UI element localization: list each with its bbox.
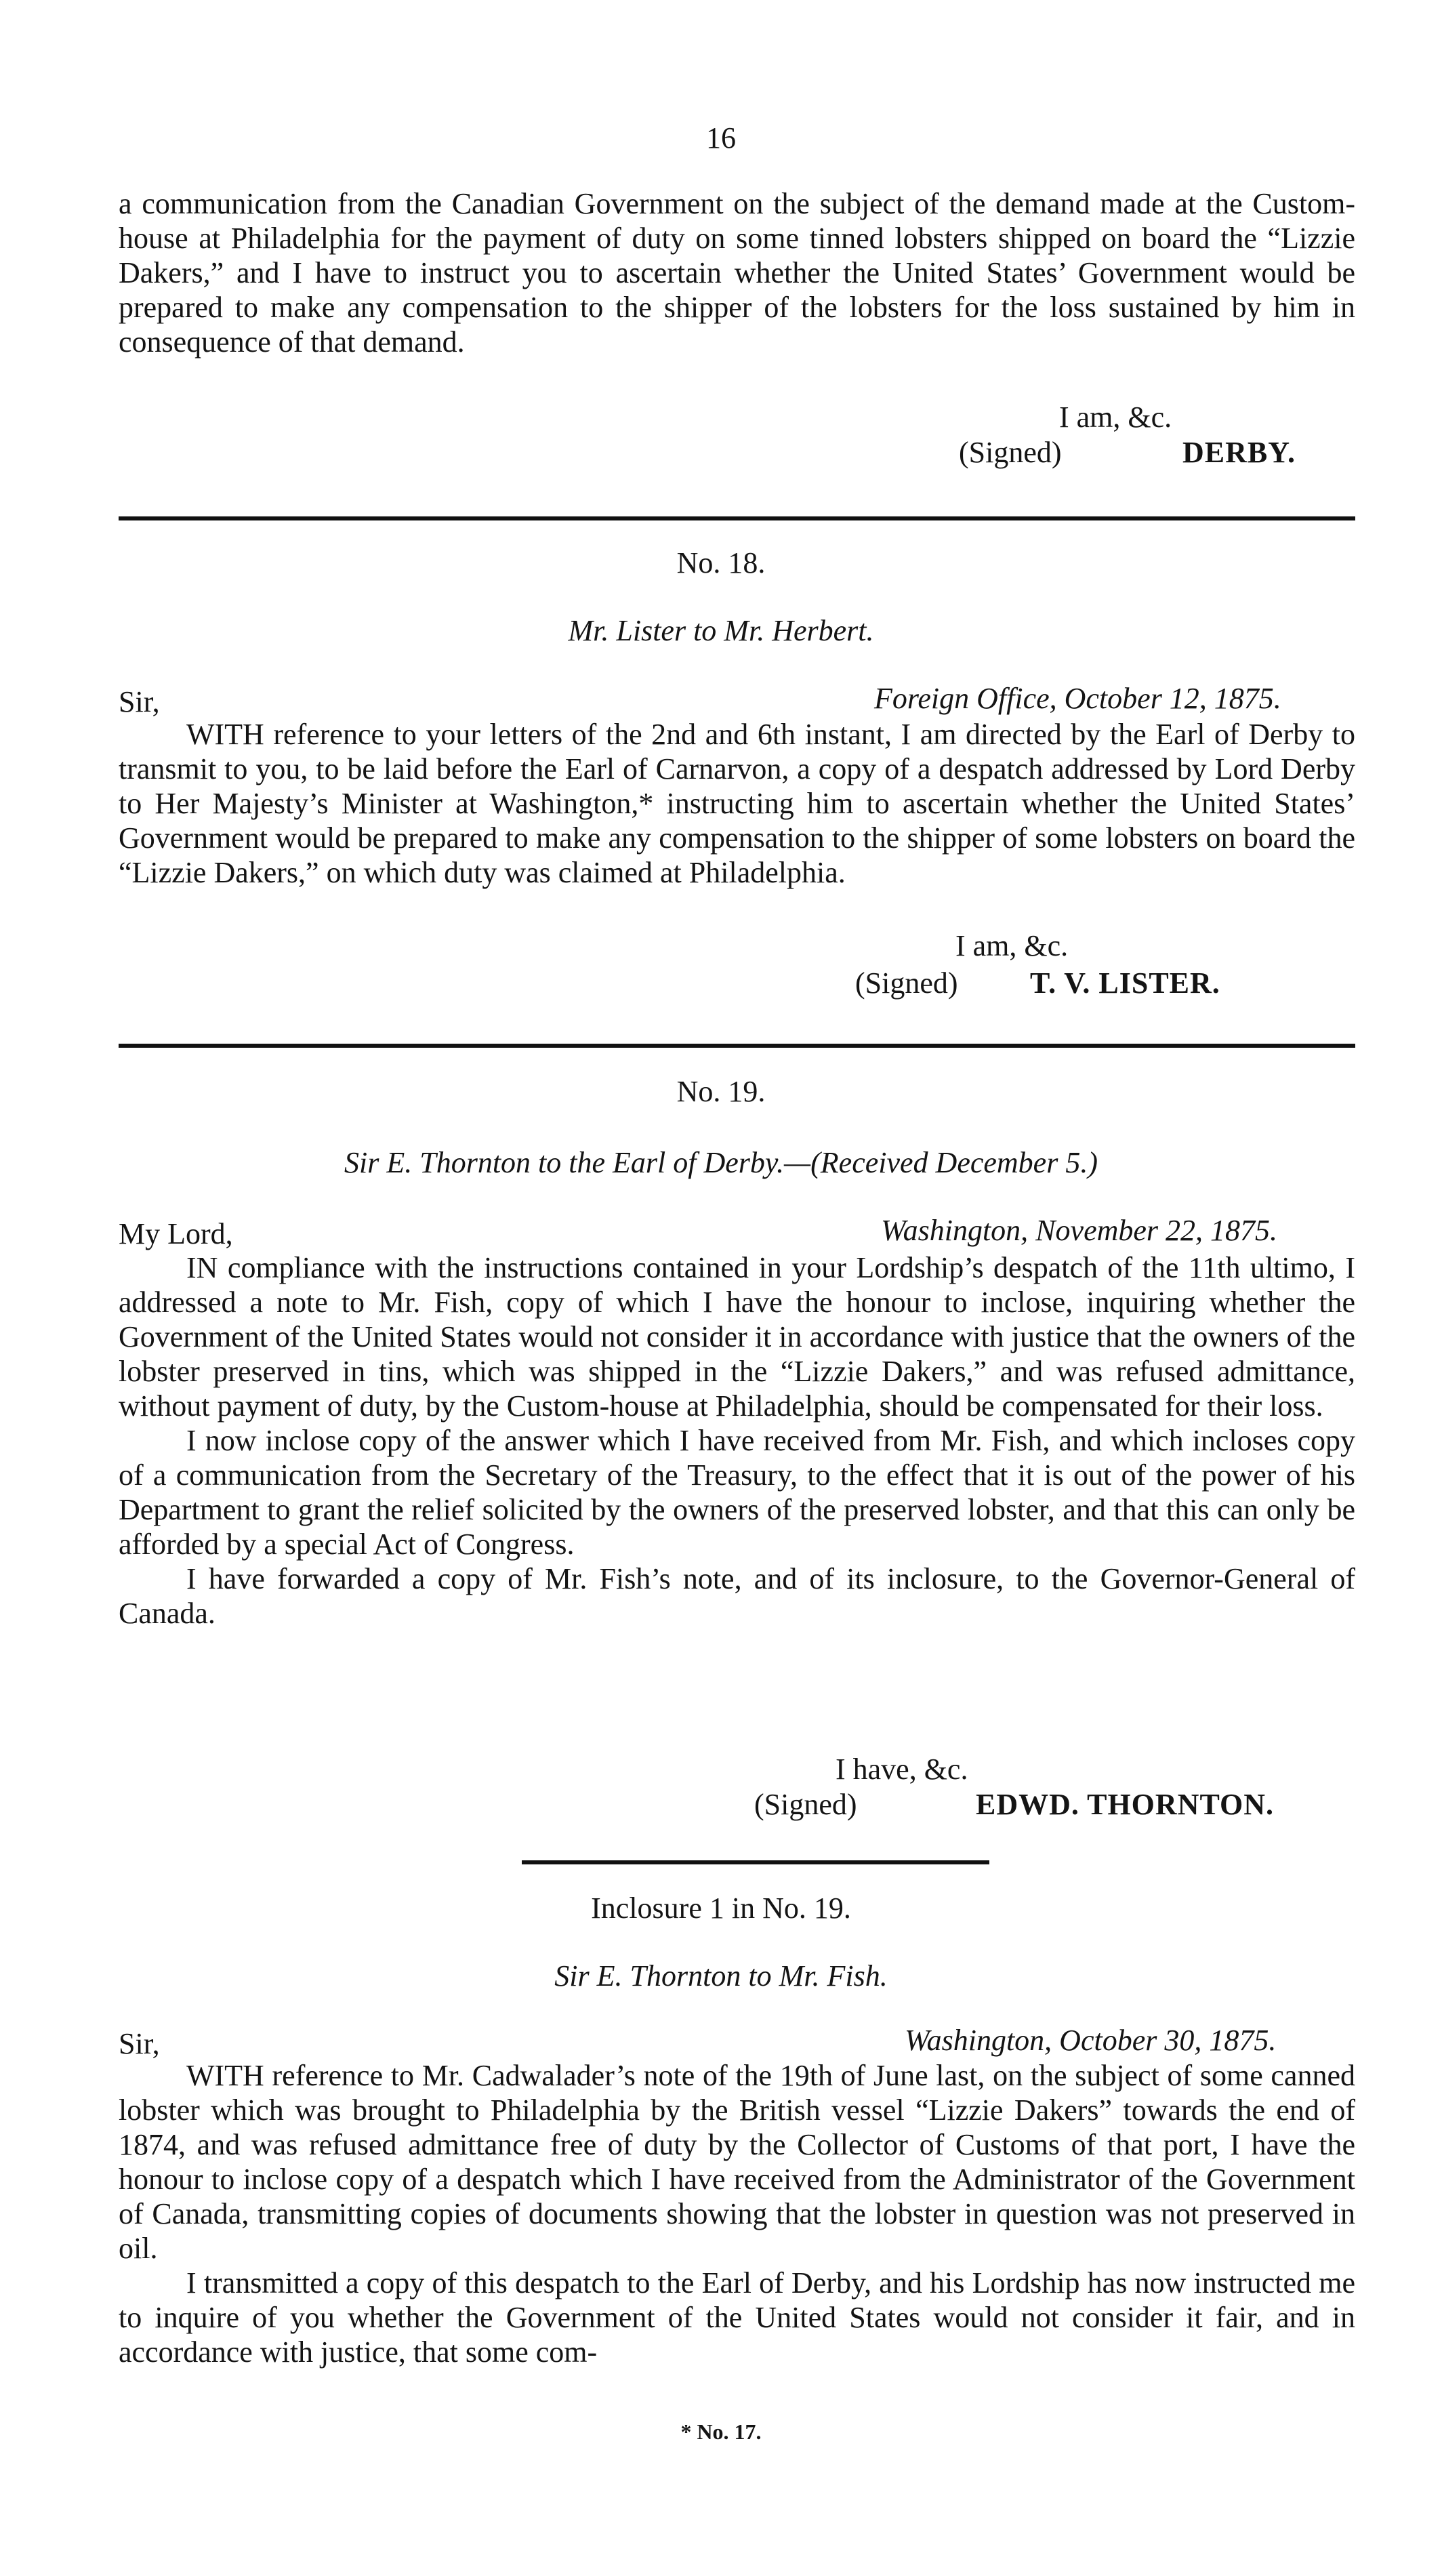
section-divider <box>119 516 1355 520</box>
no19-salutation: My Lord, <box>119 1217 233 1250</box>
page-number: 16 <box>706 121 736 155</box>
no19-closing: I have, &c. <box>836 1753 968 1786</box>
no19-paragraph-1: IN compliance with the instructions contained in your Lordship’s despatch of the 11th ultimo, I addressed a note to Mr. Fish, copy of which I have the honour to inclose, inquiring whether the Government of the United States would not consider it in accordance with justice that the owners of the lobster preserved in tins, which was shipped in the “Lizzie Dakers,” and was refused admittance, without payment of duty, by the Custom-house at Philadelphia, should be compensated for their loss. <box>119 1251 1355 1423</box>
inclosure-place-date: Washington, October 30, 1875. <box>905 2024 1277 2057</box>
no18-heading: No. 18. <box>676 546 766 579</box>
no19-paragraph-2: I now inclose copy of the answer which I have received from Mr. Fish, and which incloses copy of a communication from the Secretary of the Treasury, to the effect that it is out of the power of his Department to grant the relief solicited by the owners of the preserved lobster, and that this can only be afforded by a special Act of Congress. <box>119 1424 1355 1561</box>
inclosure-paragraph-1: WITH reference to Mr. Cadwalader’s note of the 19th of June last, on the subject of some canned lobster which was brought to Philadelphia by the British vessel “Lizzie Dakers” towards the end of 1874, and was refused admittance free of duty by the Collector of Customs of that port, I have the honour to inclose copy of a despatch which I have received from the Administrator of the Government of Canada, transmitting copies of documents showing that the lobster in question was not preserved in oil. <box>119 2059 1355 2265</box>
no19-heading: No. 19. <box>676 1075 766 1108</box>
letter-continuation <box>119 186 1355 359</box>
no19-title: Sir E. Thornton to the Earl of Derby.—(Received December 5.) <box>344 1146 1098 1179</box>
no19-signature: EDWD. THORNTON. <box>976 1788 1275 1821</box>
section-divider <box>119 1044 1355 1048</box>
derby-signed: (Signed) <box>959 436 1062 469</box>
inclosure-title: Sir E. Thornton to Mr. Fish. <box>554 1959 888 1992</box>
no18-place-date: Foreign Office, October 12, 1875. <box>874 682 1281 715</box>
letter-continuation-text: a communication from the Canadian Government on the subject of the demand made at the Custom-house at Philadelphia for the payment of duty on some tinned lobsters shipped on board the “Lizzie Dakers,” and I have to instruct you to ascertain whether the United States’ Government would be prepared to make any compensation to the shipper of the lobsters for the loss sustained by him in consequence of that demand. <box>119 187 1355 359</box>
no19-body <box>119 1250 1355 1631</box>
derby-signature: DERBY. <box>1182 436 1296 469</box>
inclosure-salutation: Sir, <box>119 2027 160 2060</box>
no18-closing: I am, &c. <box>955 929 1069 962</box>
no19-paragraph-3: I have forwarded a copy of Mr. Fish’s note, and of its inclosure, to the Governor-General of Canada. <box>119 1562 1355 1630</box>
no18-signature: T. V. LISTER. <box>1030 966 1220 1000</box>
no18-salutation: Sir, <box>119 685 160 718</box>
no19-signed: (Signed) <box>754 1788 857 1821</box>
no18-body <box>119 717 1355 890</box>
footnote: * No. 17. <box>680 2419 762 2444</box>
no18-body-text: WITH reference to your letters of the 2nd and 6th instant, I am directed by the Earl of Derby to transmit to you, to be laid before the Earl of Carnarvon, a copy of a despatch addressed by Lord Derby to Her Majesty’s Minister at Washington,* instructing him to ascertain whether the United States’ Government would be prepared to make any compensation to the shipper of some lobsters on board the “Lizzie Dakers,” on which duty was claimed at Philadelphia. <box>119 718 1355 889</box>
short-divider <box>522 1860 989 1864</box>
no19-place-date: Washington, November 22, 1875. <box>881 1214 1278 1247</box>
no18-title: Mr. Lister to Mr. Herbert. <box>568 614 874 647</box>
inclosure-paragraph-2: I transmitted a copy of this despatch to the Earl of Derby, and his Lordship has now instructed me to inquire of you whether the Government of the United States would not consider it fair, and in accordance with justice, that some com- <box>119 2266 1355 2369</box>
derby-closing: I am, &c. <box>1059 401 1172 434</box>
inclosure-body <box>119 2058 1355 2369</box>
no18-signed: (Signed) <box>855 966 958 1000</box>
inclosure-heading: Inclosure 1 in No. 19. <box>591 1892 851 1925</box>
